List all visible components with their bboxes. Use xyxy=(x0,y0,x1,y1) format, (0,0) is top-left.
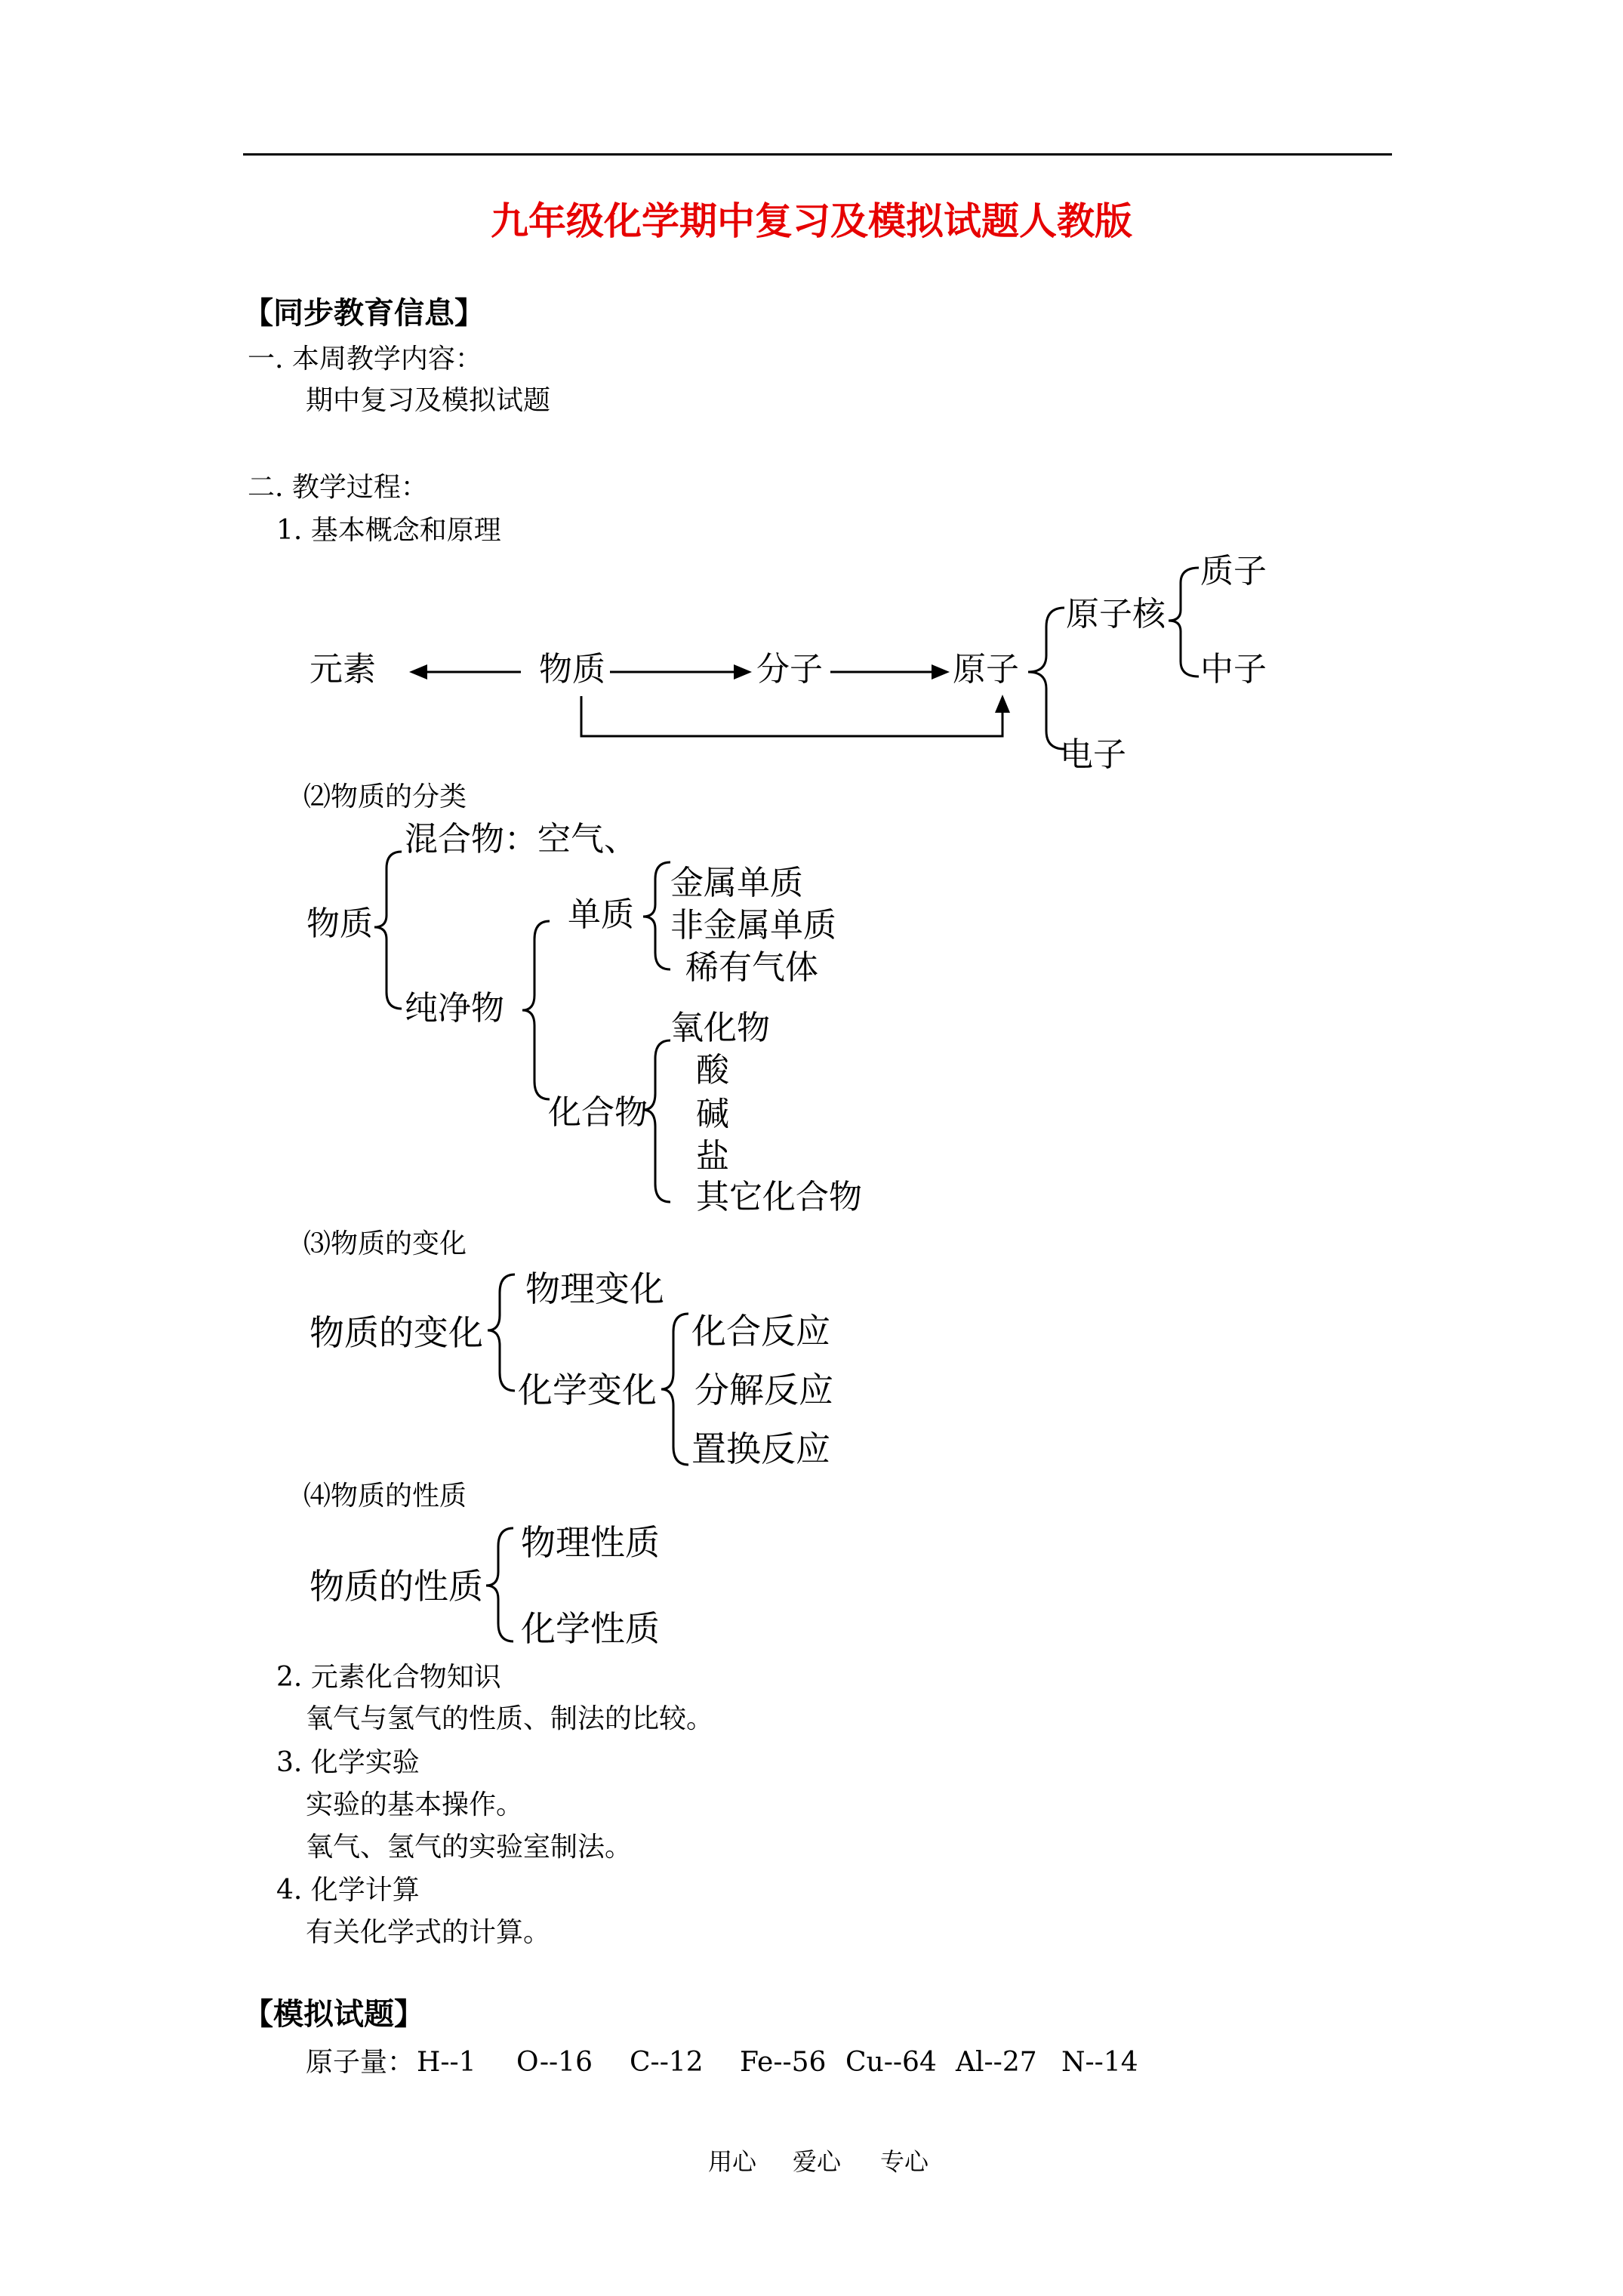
diagram-molecule: 分子 xyxy=(756,650,823,689)
class-substance: 物质 xyxy=(306,905,373,943)
class-mixture: 混合物：空气、 xyxy=(405,820,637,858)
item3-heading: 3. 化学实验 xyxy=(276,1747,420,1778)
class-base: 碱 xyxy=(696,1095,729,1133)
properties-caption: ⑷物质的性质 xyxy=(303,1481,467,1512)
footer-item: 用心 xyxy=(708,2147,757,2176)
diagram-electron: 电子 xyxy=(1060,735,1126,774)
class-metal: 金属单质 xyxy=(670,864,803,902)
properties-chemical: 化学性质 xyxy=(521,1608,660,1649)
changes-chemical: 化学变化 xyxy=(518,1370,657,1410)
class-elemental: 单质 xyxy=(568,895,634,934)
atomic-mass-entry: C--12 xyxy=(630,2047,704,2078)
class-noble-gas: 稀有气体 xyxy=(685,948,818,987)
atomic-mass-entry: Al--27 xyxy=(956,2047,1037,2078)
diagram-neutron: 中子 xyxy=(1200,650,1267,689)
item4-line1: 有关化学式的计算。 xyxy=(306,1917,551,1948)
page-title: 九年级化学期中复习及模拟试题人教版 xyxy=(491,199,1132,243)
atomic-mass-label: 原子量： xyxy=(306,2047,415,2078)
changes-root: 物质的变化 xyxy=(310,1312,483,1353)
class-compound: 化合物 xyxy=(548,1093,648,1132)
diagram-element: 元素 xyxy=(310,650,376,689)
diagram-substance: 物质 xyxy=(539,650,605,689)
class-pure: 纯净物 xyxy=(405,989,504,1028)
diagram-atom: 原子 xyxy=(953,650,1019,689)
section1-content: 期中复习及模拟试题 xyxy=(306,385,551,416)
item3-line2: 氧气、氢气的实验室制法。 xyxy=(306,1832,633,1863)
atomic-mass-entry: Fe--56 xyxy=(740,2047,827,2078)
item2-heading: 2. 元素化合物知识 xyxy=(276,1662,501,1693)
class-salt: 盐 xyxy=(696,1137,729,1176)
class-oxide: 氧化物 xyxy=(670,1009,770,1047)
class-acid: 酸 xyxy=(696,1051,729,1089)
class-other: 其它化合物 xyxy=(696,1178,862,1216)
item4-heading: 4. 化学计算 xyxy=(276,1875,420,1906)
atomic-mass-entry: N--14 xyxy=(1061,2047,1138,2078)
atomic-mass-entry: H--1 xyxy=(417,2047,476,2078)
classification-caption: ⑵物质的分类 xyxy=(303,781,467,812)
sync-header: 【同步教育信息】 xyxy=(243,295,485,331)
atomic-mass-entry: Cu--64 xyxy=(845,2047,937,2078)
diagram-nucleus: 原子核 xyxy=(1066,595,1166,633)
atomic-mass-entry: O--16 xyxy=(516,2047,593,2078)
properties-root: 物质的性质 xyxy=(310,1566,483,1607)
item1-heading: 1. 基本概念和原理 xyxy=(276,515,501,546)
section1-heading: 一. 本周教学内容： xyxy=(248,344,482,374)
properties-physical: 物理性质 xyxy=(521,1522,660,1563)
diagram-proton: 质子 xyxy=(1200,552,1267,590)
changes-combination: 化合反应 xyxy=(691,1311,830,1351)
mock-header: 【模拟试题】 xyxy=(243,1996,424,2032)
class-nonmetal: 非金属单质 xyxy=(670,906,836,945)
section2-heading: 二. 教学过程： xyxy=(248,472,428,503)
changes-caption: ⑶物质的变化 xyxy=(303,1228,467,1259)
footer-item: 专心 xyxy=(880,2147,929,2176)
item3-line1: 实验的基本操作。 xyxy=(306,1789,524,1820)
changes-physical: 物理变化 xyxy=(525,1268,664,1309)
item2-line1: 氧气与氢气的性质、制法的比较。 xyxy=(306,1703,714,1734)
changes-displacement: 置换反应 xyxy=(691,1428,830,1469)
changes-decomposition: 分解反应 xyxy=(694,1370,833,1410)
footer-item: 爱心 xyxy=(793,2147,842,2176)
